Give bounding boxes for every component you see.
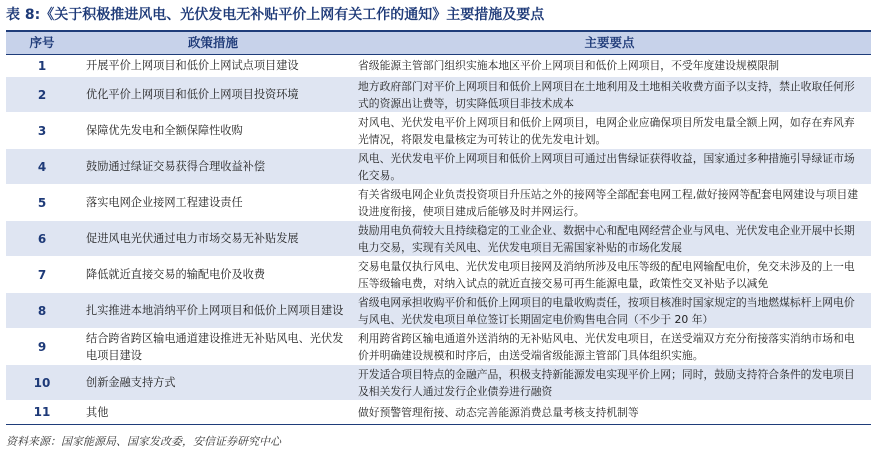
row-number: 9: [37, 339, 47, 354]
row-measure: 扎实推进本地消纳平价上网项目和低价上网项目建设: [86, 304, 344, 317]
row-points: 有关省级电网企业负责投资项目升压站之外的接网等全部配套电网工程,做好接网等配套电网建设与项目建设进度衔接，使项目建成后能够及时并网运行。: [358, 187, 859, 218]
row-points: 鼓励用电负荷较大且持续稳定的工业企业、数据中心和配电网经营企业与风电、光伏发电企业开展中长期电力交易，实现有关风电、光伏发电项目无需国家补贴的市场化发展: [358, 223, 855, 254]
row-points: 利用跨省跨区输电通道外送消纳的无补贴风电、光伏发电项目，在送受端双方充分衔接落实消纳市场和电价并明确建设规模和时序后，由送受端省级能源主管部门具体组织实施。: [358, 331, 855, 362]
table-header: [6, 32, 871, 55]
header-no: 序号: [29, 35, 55, 50]
row-number: 5: [37, 195, 47, 210]
row-number: 1: [37, 58, 47, 73]
row-number: 6: [37, 231, 47, 246]
row-number: 10: [33, 375, 51, 390]
row-points: 地方政府部门对平价上网项目和低价上网项目在土地利用及土地相关收费方面予以支持，禁止收取任何形式的资源出让费等，切实降低项目非技术成本: [358, 79, 855, 110]
row-measure: 鼓励通过绿证交易获得合理收益补偿: [86, 160, 266, 173]
row-measure: 创新金融支持方式: [86, 376, 176, 389]
table-row: [6, 293, 871, 329]
row-number: 8: [37, 303, 47, 318]
row-points: 风电、光伏发电平价上网项目和低价上网项目可通过出售绿证获得收益，国家通过多种措施引导绿证市场化交易。: [358, 151, 855, 182]
row-points: 交易电量仅执行风电、光伏发电项目接网及消纳所涉及电压等级的配电网输配电价，免交未涉及的上一电压等级输电费，对纳入试点的就近直接交易可再生能源电量，政策性交叉补贴予以减免: [358, 259, 855, 290]
table-row: [6, 257, 871, 293]
row-measure: 优化平价上网项目和低价上网项目投资环境: [86, 88, 299, 101]
table-body: [6, 55, 871, 424]
row-points: 省级能源主管部门组织实施本地区平价上网项目和低价上网项目，不受年度建设规模限制: [358, 59, 780, 72]
table-row: [6, 77, 871, 113]
row-points: 做好预警管理衔接、动态完善能源消费总量考核支持机制等: [358, 405, 639, 419]
row-points: 对风电、光伏发电平价上网项目和低价上网项目，电网企业应确保项目所发电量全额上网，如存在弃风弃光情况，将限发电量核定为可转让的优先发电计划。: [358, 115, 855, 146]
table-row: [6, 329, 871, 365]
row-measure: 结合跨省跨区输电通道建设推进无补贴风电、光伏发电项目建设: [86, 331, 344, 362]
header-points: 主要要点: [584, 35, 635, 50]
table-row: [6, 113, 871, 149]
row-measure: 落实电网企业接网工程建设责任: [86, 196, 243, 209]
table-row: [6, 185, 871, 221]
row-measure: 其他: [86, 405, 109, 419]
table-row: [6, 55, 871, 77]
policy-table: [6, 30, 871, 425]
table-title: 表 8:《关于积极推进风电、光伏发电无补贴平价上网有关工作的通知》主要措施及要点: [6, 7, 545, 23]
table-row: [6, 149, 871, 185]
row-measure: 促进风电光伏通过电力市场交易无补贴发展: [86, 232, 299, 245]
row-number: 7: [37, 267, 47, 282]
table-row: [6, 221, 871, 257]
row-number: 2: [37, 87, 47, 102]
row-number: 11: [33, 405, 51, 419]
row-number: 3: [37, 123, 47, 138]
header-measure: 政策措施: [187, 35, 238, 50]
row-points: 省级电网承担收购平价和低价上网项目的电量收购责任，按项目核准时国家规定的当地燃煤标杆上网电价与风电、光伏发电项目单位签订长期固定电价购售电合同（不少于 20 年）: [358, 295, 855, 326]
row-measure: 开展平价上网项目和低价上网试点项目建设: [86, 59, 299, 72]
table-row: [6, 401, 871, 424]
row-measure: 保障优先发电和全额保障性收购: [86, 124, 243, 137]
row-points: 开发适合项目特点的金融产品，积极支持新能源发电实现平价上网；同时，鼓励支持符合条件的发电项目及相关发行人通过发行企业债券进行融资: [358, 367, 855, 398]
row-number: 4: [37, 159, 47, 174]
table-row: [6, 365, 871, 401]
table-bottom-rule: [6, 424, 871, 425]
source-note: 资料来源：国家能源局、国家发改委，安信证券研究中心: [6, 435, 281, 448]
row-measure: 降低就近直接交易的输配电价及收费: [86, 268, 266, 281]
